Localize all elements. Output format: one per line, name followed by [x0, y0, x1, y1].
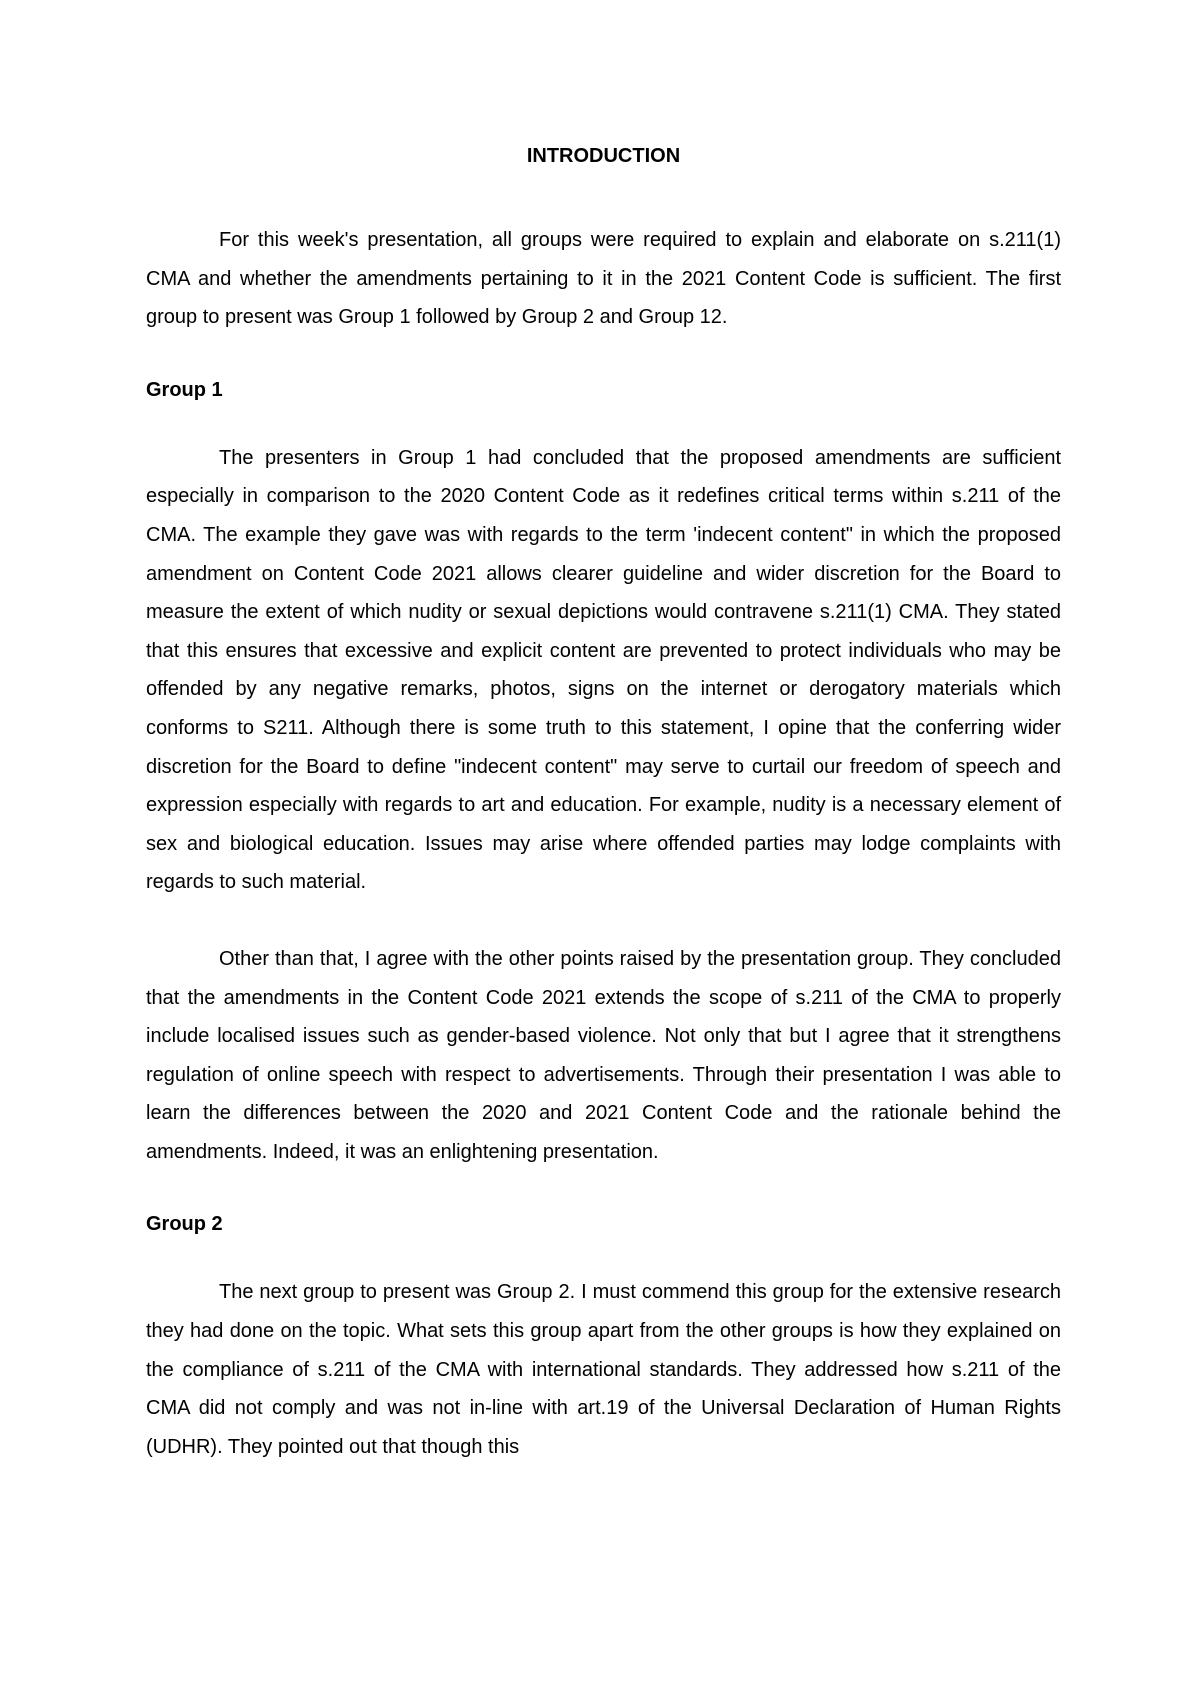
body-paragraph: The presenters in Group 1 had concluded that the proposed amendments are sufficient especially in comparison to the 2020 Content Code as it redefines critical terms within s.211 of the CMA. The example they gave was with regards to the term 'indecent content" in which the proposed amendment on Content Code 2021 allows clearer guideline and wider discretion for the Board to measure the extent of which nudity or sexual depictions would contravene s.211(1) CMA. They stated that this ensures that excessive and explicit content are prevented to protect individuals who may be offended by any negative remarks, photos, signs on the internet or derogatory materials which conforms to S211. Although there is some truth to this statement, I opine that the conferring wider discretion for the Board to define "indecent content" may serve to curtail our freedom of speech and expression especially with regards to art and education. For example, nudity is a necessary element of sex and biological education. Issues may arise where offended parties may lodge complaints with regards to such material.	[146, 446, 1061, 894]
body-paragraph: The next group to present was Group 2. I must commend this group for the extensive research they had done on the topic. What sets this group apart from the other groups is how they explained on the compliance of s.211 of the CMA with international standards. They addressed how s.211 of the CMA did not comply and was not in-line with art.19 of the Universal Declaration of Human Rights (UDHR). They pointed out that though this	[146, 1281, 1061, 1458]
section-group-2	[146, 1211, 1061, 1466]
section-group-1	[146, 377, 1061, 1172]
section-heading: Group 2	[146, 1213, 223, 1236]
section-heading: Group 1	[146, 378, 223, 401]
document-body	[146, 143, 1061, 1466]
document-title: INTRODUCTION	[526, 145, 681, 167]
intro-paragraph: For this week's presentation, all groups were required to explain and elaborate on s.211(1) CMA and whether the amendments pertaining to it in the 2021 Content Code is sufficient. The first group to present was Group 1 followed by Group 2 and Group 12.	[146, 229, 1061, 329]
body-paragraph: Other than that, I agree with the other points raised by the presentation group. They concluded that the amendments in the Content Code 2021 extends the scope of s.211 of the CMA to properly include localised issues such as gender-based violence. Not only that but I agree that it strengthens regulation of online speech with respect to advertisements. Through their presentation I was able to learn the differences between the 2020 and 2021 Content Code and the rationale behind the amendments. Indeed, it was an enlightening presentation.	[146, 947, 1061, 1163]
